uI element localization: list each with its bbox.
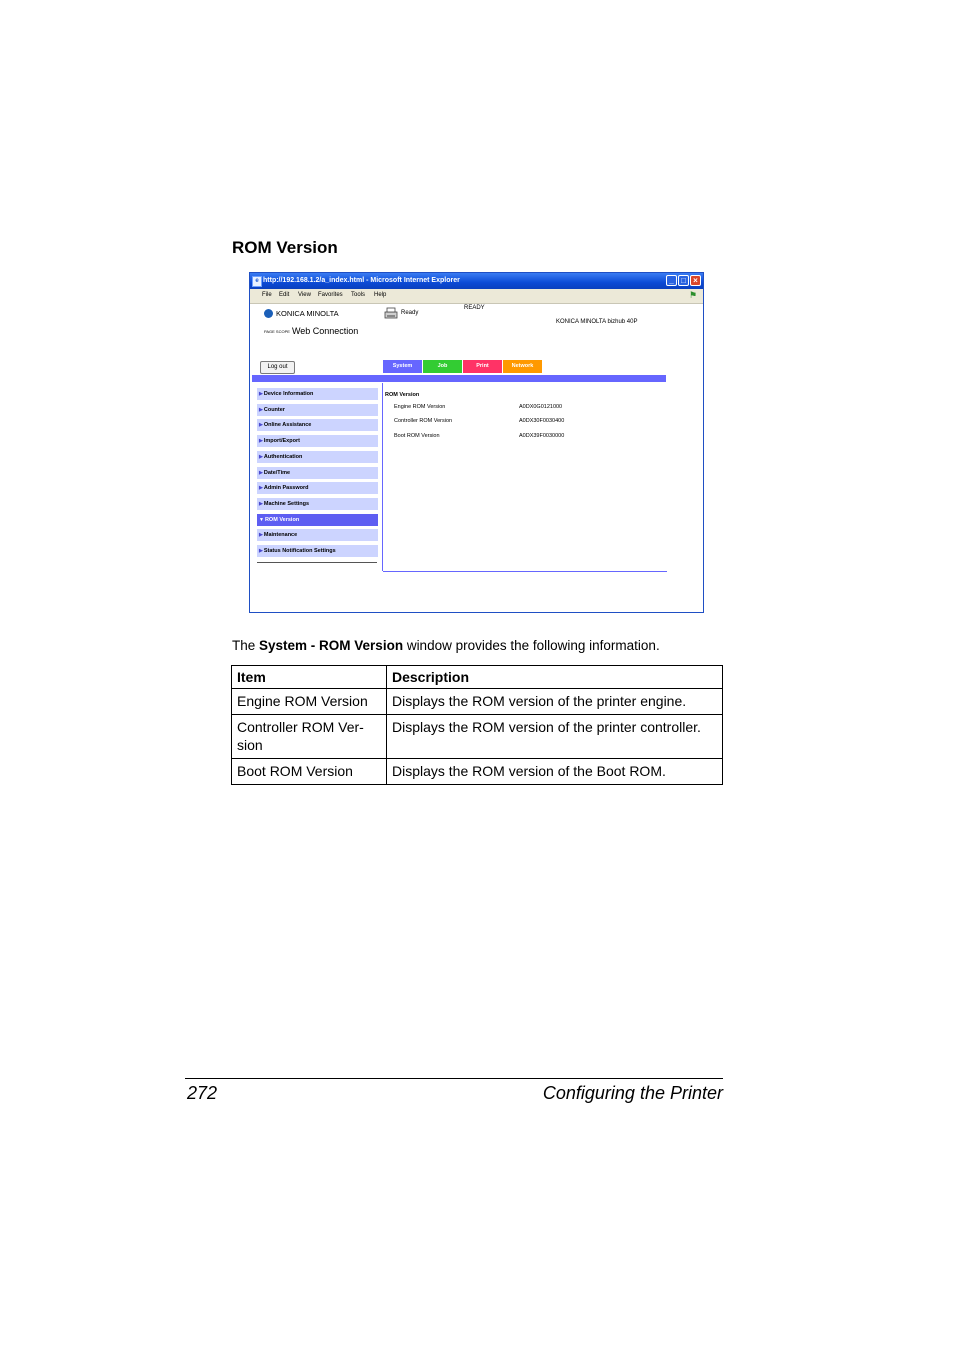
triangle-right-icon: ▶ <box>259 438 263 445</box>
sidebar-item[interactable] <box>257 404 378 416</box>
triangle-right-icon: ▶ <box>259 422 263 429</box>
header-item: Item <box>232 666 387 689</box>
rom-label: Boot ROM Version <box>394 433 440 439</box>
table-row <box>232 715 723 759</box>
sidebar-item-label: Online Assistance <box>263 422 312 429</box>
tab-underline-bar <box>252 375 666 382</box>
brand-name: KONICA MINOLTA <box>276 309 339 318</box>
sidebar-item-label: Counter <box>263 406 285 413</box>
chapter-title: Configuring the Printer <box>542 1083 723 1103</box>
rom-row-controller <box>394 418 634 424</box>
header-description: Description <box>387 666 723 689</box>
intro-before: The <box>232 638 260 653</box>
intro-bold: System - ROM Version <box>259 638 404 653</box>
rom-value: A0DX0G0121000 <box>519 404 563 410</box>
pagescope-prefix: PAGE SCOPE <box>264 329 290 334</box>
status-text: READY <box>464 305 485 311</box>
cell-item: Controller ROM Ver- sion <box>232 715 387 759</box>
content-title: ROM Version <box>385 392 420 398</box>
sidebar-item-label: Status Notification Settings <box>263 548 336 554</box>
triangle-right-icon: ▶ <box>259 532 263 539</box>
footer-rule <box>185 1078 723 1079</box>
menu-view[interactable]: View <box>298 292 311 298</box>
triangle-right-icon: ▶ <box>259 548 263 554</box>
sidebar-item[interactable] <box>257 451 378 463</box>
content-bottom-line <box>383 571 667 572</box>
ie-icon: e <box>252 276 262 287</box>
intro-after: window provides the following information. <box>403 638 660 653</box>
minimize-icon[interactable]: _ <box>666 275 677 286</box>
rom-label: Controller ROM Version <box>394 418 453 424</box>
product-name: Web Connection <box>291 326 359 336</box>
cell-description: Displays the ROM version of the printer engine. <box>387 689 723 715</box>
window-titlebar <box>250 273 703 289</box>
menu-favorites[interactable]: Favorites <box>318 292 343 298</box>
tab-print[interactable]: Print <box>463 360 502 373</box>
cell-description: Displays the ROM version of the printer controller. <box>387 715 723 759</box>
intro-paragraph <box>232 638 660 653</box>
tab-system[interactable]: System <box>383 360 422 373</box>
sidebar-item-label: Device Information <box>263 391 314 397</box>
sidebar-item[interactable] <box>257 419 378 431</box>
browser-window-screenshot <box>249 272 704 613</box>
model-name: KONICA MINOLTA bizhub 40P <box>556 319 638 325</box>
windows-flag-icon: ⚑ <box>688 290 698 300</box>
sidebar-item[interactable] <box>257 498 378 510</box>
sidebar-item[interactable] <box>257 435 378 447</box>
tab-job[interactable]: Job <box>423 360 462 373</box>
pagescope-logo <box>264 326 358 336</box>
triangle-right-icon: ▶ <box>259 406 263 413</box>
sidebar-item-label: Machine Settings <box>263 500 310 507</box>
tab-network[interactable]: Network <box>503 360 542 373</box>
triangle-down-icon: ▼ <box>259 516 264 523</box>
table-header-row <box>232 666 723 689</box>
rom-info-table <box>231 665 723 785</box>
menu-file[interactable]: File <box>262 292 272 298</box>
konica-minolta-logo <box>264 309 339 318</box>
sidebar-item-label: Import/Export <box>263 438 300 445</box>
sidebar-item[interactable] <box>257 545 378 557</box>
menu-edit[interactable]: Edit <box>279 292 290 298</box>
triangle-right-icon: ▶ <box>259 485 263 492</box>
konica-globe-icon <box>264 309 273 318</box>
sidebar-item[interactable] <box>257 388 378 400</box>
cell-item: Boot ROM Version <box>232 759 387 785</box>
page-number: 272 <box>187 1083 218 1103</box>
rom-label: Engine ROM Version <box>394 404 446 410</box>
table-row <box>232 689 723 715</box>
sidebar-divider <box>257 562 377 563</box>
logout-button[interactable]: Log out <box>260 361 295 374</box>
cell-item: Engine ROM Version <box>232 689 387 715</box>
sidebar-item[interactable] <box>257 514 378 526</box>
menu-help[interactable]: Help <box>374 292 387 298</box>
sidebar-item-label: Date/Time <box>263 469 291 476</box>
close-icon[interactable]: × <box>690 275 701 286</box>
content-divider <box>382 383 383 571</box>
sidebar-item-label: ROM Version <box>264 516 300 523</box>
sidebar-item-label: Admin Password <box>263 485 309 492</box>
triangle-right-icon: ▶ <box>259 469 263 476</box>
cell-description: Displays the ROM version of the Boot ROM. <box>387 759 723 785</box>
printer-status: Ready <box>401 310 419 316</box>
triangle-right-icon: ▶ <box>259 453 263 460</box>
rom-row-boot <box>394 433 634 439</box>
sidebar-item-label: Authentication <box>263 453 303 460</box>
menu-tools[interactable]: Tools <box>351 292 366 298</box>
maximize-icon[interactable]: □ <box>678 275 689 286</box>
sidebar-item[interactable] <box>257 529 378 541</box>
triangle-right-icon: ▶ <box>259 391 263 397</box>
sidebar-item-label: Maintenance <box>263 532 298 539</box>
rom-value: A0DX39F0030000 <box>519 433 565 439</box>
sidebar-item[interactable] <box>257 467 378 479</box>
rom-row-engine <box>394 404 634 410</box>
window-title: http://192.168.1.2/a_index.html - Microsoft Internet Explorer <box>263 277 460 284</box>
table-row <box>232 759 723 785</box>
section-title: ROM Version <box>232 238 338 257</box>
printer-icon <box>384 307 398 319</box>
rom-value: A0DX30F0030400 <box>519 418 565 424</box>
sidebar-item[interactable] <box>257 482 378 494</box>
menu-bar <box>250 289 703 304</box>
triangle-right-icon: ▶ <box>259 500 263 507</box>
